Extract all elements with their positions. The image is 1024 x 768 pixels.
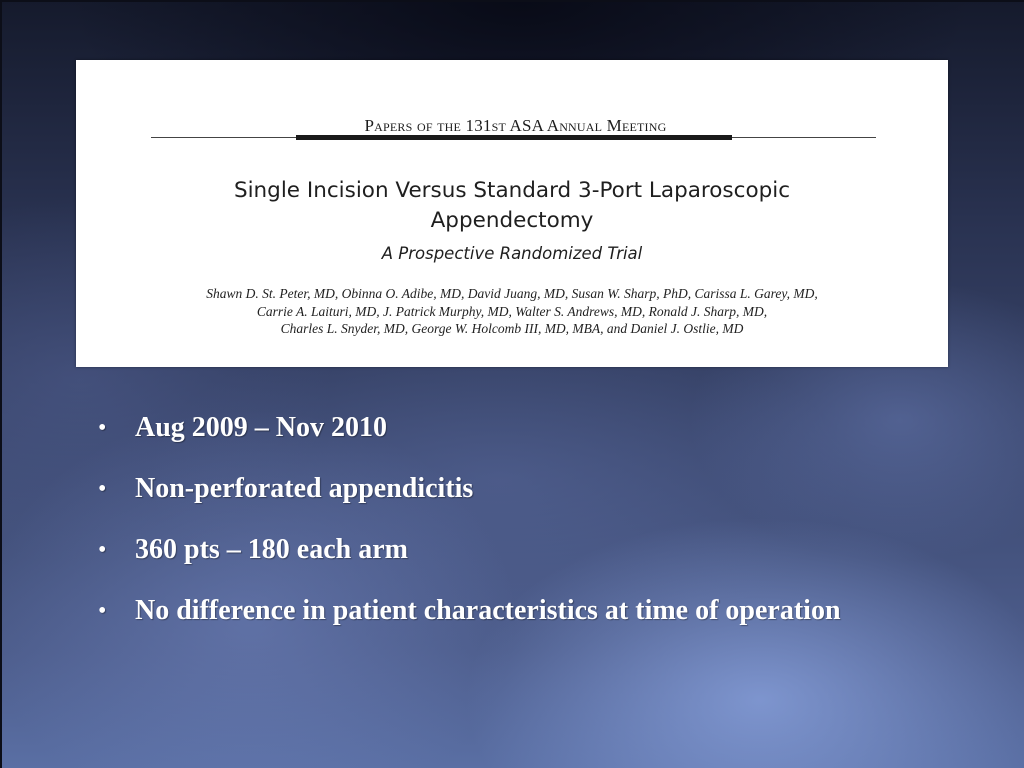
paper-title-line-1: Single Incision Versus Standard 3-Port Laparoscopic [233, 178, 791, 203]
bullet-marker: • [98, 537, 107, 563]
authors-line: Carrie A. Laituri, MD, J. Patrick Murphy, MD, Walter S. Andrews, MD, Ronald J. Sharp, MD, [256, 303, 768, 319]
paper-authors [116, 285, 908, 338]
authors-line: Charles L. Snyder, MD, George W. Holcomb III, MD, MBA, and Daniel J. Ostlie, MD [280, 321, 744, 336]
bullet-marker: • [98, 598, 107, 624]
bullet-text: 360 pts – 180 each arm [135, 534, 408, 565]
bullet-marker: • [98, 476, 107, 502]
bullet-text: Non-perforated appendicitis [135, 473, 474, 504]
paper-title [136, 176, 888, 236]
bullet-text: Aug 2009 – Nov 2010 [135, 412, 388, 443]
authors-line: Shawn D. St. Peter, MD, Obinna O. Adibe, MD, David Juang, MD, Susan W. Sharp, PhD, Carissa L. Garey, MD, [206, 286, 818, 301]
bullet-item [98, 530, 898, 570]
bullet-item [98, 469, 898, 509]
bullet-marker: • [98, 415, 107, 441]
paper-title-line-2: Appendectomy [430, 208, 594, 233]
bullet-text: No difference in patient characteristics at time of operation [135, 595, 841, 626]
bullet-item [98, 408, 898, 448]
paper-header-image [76, 60, 948, 367]
banner-rule-thick [296, 135, 732, 140]
bullet-list [98, 408, 898, 652]
bullet-item [98, 591, 898, 631]
journal-banner: Papers of the 131st ASA Annual Meeting [364, 116, 667, 135]
paper-subtitle: A Prospective Randomized Trial [381, 244, 643, 263]
